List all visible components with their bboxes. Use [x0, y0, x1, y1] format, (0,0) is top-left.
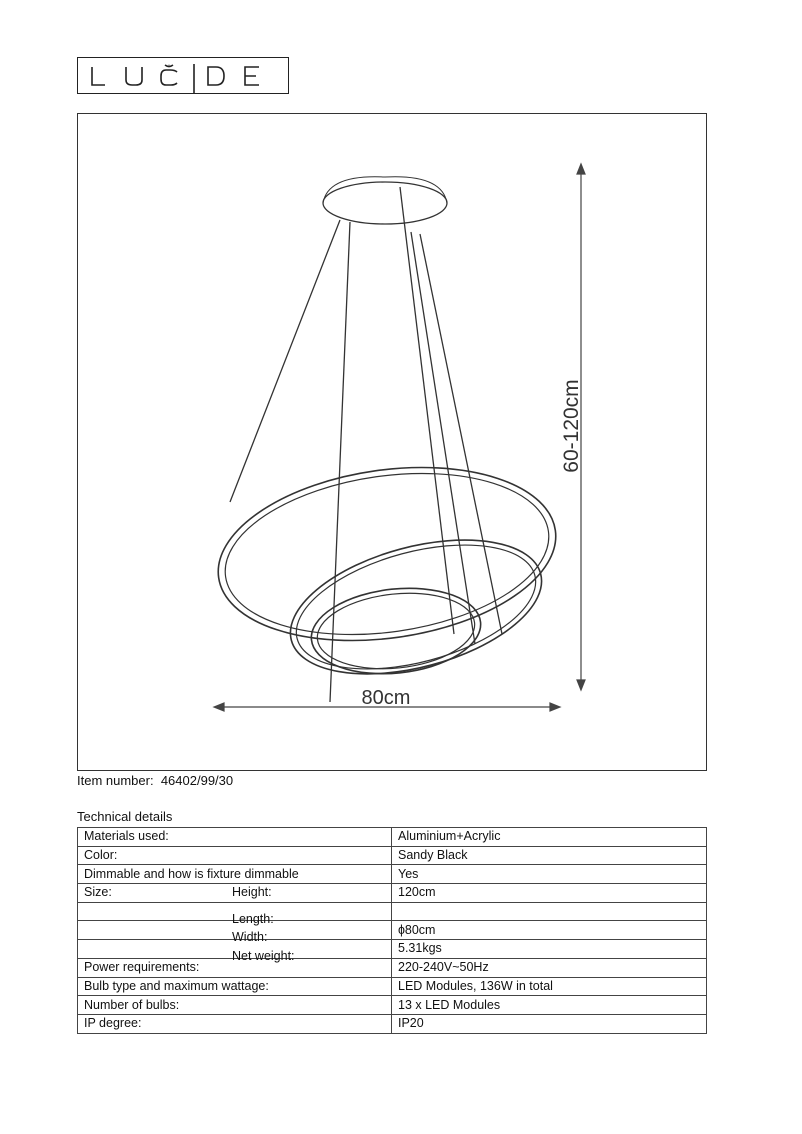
- spec-sublabel: Net weight:: [232, 948, 295, 963]
- table-row: [78, 921, 707, 940]
- item-number-value: 46402/99/30: [160, 773, 234, 788]
- table-row: [78, 865, 707, 884]
- table-row: [78, 846, 707, 865]
- spec-label: Power requirements:: [84, 960, 200, 975]
- spec-label-cell: [78, 865, 392, 884]
- spec-label: Color:: [84, 848, 118, 863]
- spec-value: 120cm: [392, 884, 707, 903]
- table-row: [78, 996, 707, 1015]
- spec-value: Yes: [392, 865, 707, 884]
- spec-sublabel: Length:: [232, 911, 274, 926]
- spec-value: [392, 902, 707, 921]
- spec-label-cell: [78, 1014, 392, 1033]
- spec-label-cell: [78, 940, 392, 963]
- spec-label-cell: [78, 902, 392, 926]
- width-dimension-label: 80cm: [361, 687, 411, 709]
- pendant-lamp-drawing: [78, 114, 708, 772]
- table-row: [78, 828, 707, 847]
- spec-value: Sandy Black: [392, 846, 707, 865]
- item-number-line: [77, 773, 233, 788]
- spec-value: Aluminium+Acrylic: [392, 828, 707, 847]
- table-row: [78, 902, 707, 921]
- spec-label: IP degree:: [84, 1016, 142, 1031]
- spec-value: ɸ80cm: [392, 921, 707, 940]
- spec-value: 220-240V~50Hz: [392, 958, 707, 977]
- table-row: [78, 884, 707, 903]
- spec-value: IP20: [392, 1014, 707, 1033]
- spec-label-cell: [78, 846, 392, 865]
- brand-logo: [77, 57, 289, 94]
- spec-label-cell: [78, 828, 392, 847]
- product-drawing-frame: [77, 113, 707, 771]
- table-row: [78, 977, 707, 996]
- table-row: [78, 940, 707, 959]
- spec-value: 5.31kgs: [392, 940, 707, 959]
- spec-label-cell: [78, 996, 392, 1015]
- spec-label: Dimmable and how is fixture dimmable: [84, 866, 299, 881]
- technical-details-table: [77, 827, 707, 1034]
- spec-value: LED Modules, 136W in total: [392, 977, 707, 996]
- height-dimension-label: 60-120cm: [560, 379, 583, 473]
- technical-details-title: Technical details: [77, 809, 173, 824]
- spec-value: 13 x LED Modules: [392, 996, 707, 1015]
- spec-label-cell: [78, 958, 392, 977]
- spec-label: Bulb type and maximum wattage:: [84, 978, 269, 993]
- table-row: [78, 1014, 707, 1033]
- spec-label-cell: [78, 921, 392, 945]
- spec-label: Materials used:: [84, 829, 169, 844]
- lucide-logo-mark: [78, 58, 290, 95]
- spec-label: Size:: [84, 885, 112, 900]
- item-number-label: Item number:: [77, 773, 154, 788]
- spec-label: Number of bulbs:: [84, 997, 180, 1012]
- table-row: [78, 958, 707, 977]
- spec-sublabel: Height:: [232, 885, 272, 900]
- spec-label-cell: [78, 884, 392, 903]
- spec-sublabel: Width:: [232, 930, 268, 945]
- spec-label-cell: [78, 977, 392, 996]
